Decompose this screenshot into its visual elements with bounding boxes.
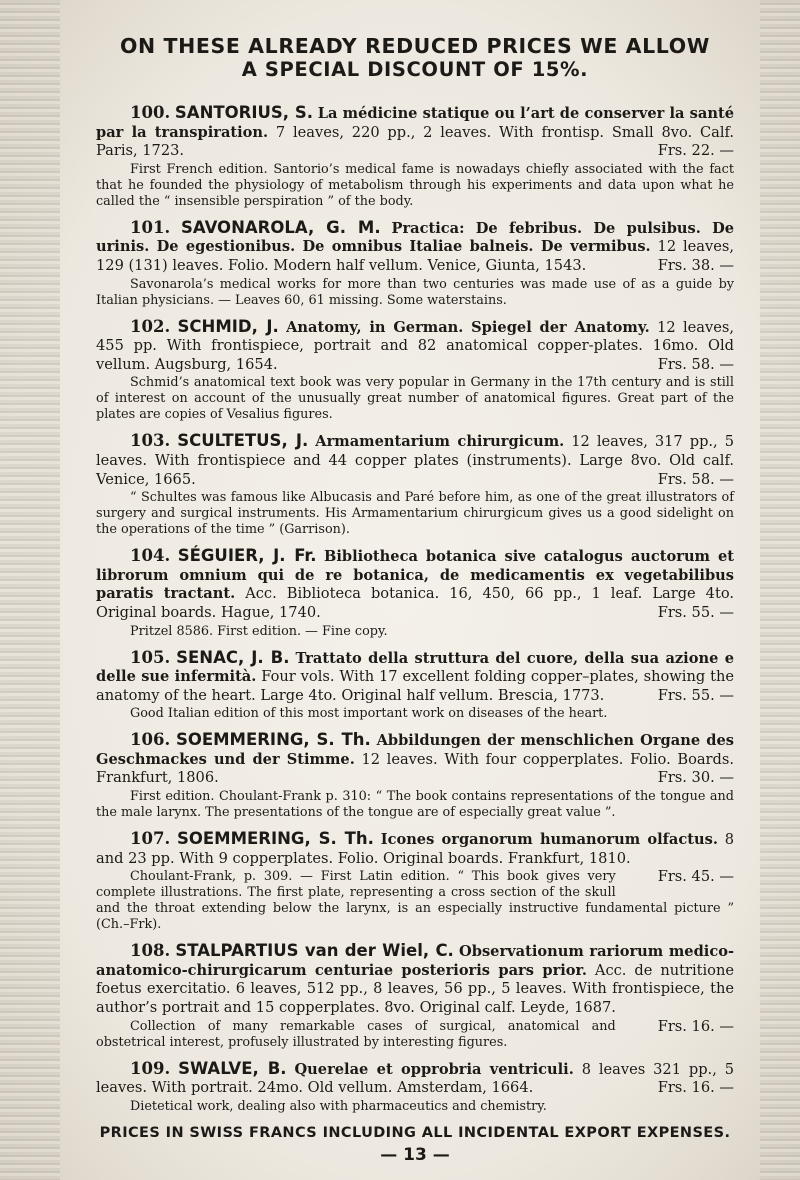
entry-main [96, 219, 734, 276]
entry-price: Frs. 58. — [657, 355, 734, 373]
catalogue-entry [96, 731, 734, 821]
entry-description: 8 leaves 321 pp., 5 leaves. With portrait. 24mo. Old vellum. Amsterdam, 1664. [96, 1060, 734, 1097]
entry-number: 105. [130, 647, 171, 667]
entry-number: 106. [130, 730, 171, 750]
entry-note: “ Schultes was famous like Albucasis and Paré before him, as one of the great illustrators of surgery and surgical instruments. His Armamentarium chirurgicum gives us a good sidelight on the operations of the time ” (Garrison). [96, 490, 734, 538]
page-number: — 13 — [380, 1144, 450, 1165]
catalogue-entry [96, 1060, 734, 1115]
entry-note: Pritzel 8586. First edition. — Fine copy. [130, 623, 388, 639]
entry-title: Observationum rariorum medico-anatomico-chirurgicarum centuriae posterioris pars prior. [96, 943, 735, 979]
entry-price: Frs. 55. — [657, 686, 734, 704]
entry-description: 12 leaves. With four copperplates. Folio. Boards. Frankfurt, 1806. [96, 750, 735, 787]
entry-note: Savonarola’s medical works for more than two centuries was made use of as a guide by Italian physicians. — Leaves 60, 61 missing. Some waterstains. [96, 276, 734, 308]
entry-main [96, 104, 734, 161]
entry-price: Frs. 22. — [657, 142, 734, 160]
page-edge-left [0, 0, 60, 1180]
entry-description: 7 leaves, 220 pp., 2 leaves. With frontisp. Small 8vo. Calf. Paris, 1723. [96, 123, 735, 160]
entry-number: 104. [130, 546, 171, 566]
entry-price: Frs. 55. — [657, 603, 734, 621]
entry-number: 100. [130, 103, 171, 122]
entry-main [96, 1060, 734, 1098]
entry-title: Bibliotheca botanica sive catalogus auctorum et librorum omnium qui de re botanica, de medicamentis ex vegetabilibus paratis tractant. [96, 548, 735, 603]
catalogue-entry [96, 649, 734, 723]
entry-main [96, 432, 734, 489]
entry-title: Anatomy, in German. Spiegel der Anatomy. [286, 318, 650, 336]
entry-note: First edition. Choulant-Frank p. 310: “ The book contains representations of the tongue and the male larynx. The presentations of the tongue are of especially great value ”. [96, 789, 734, 821]
header-line-2: A SPECIAL DISCOUNT OF 15%. [241, 58, 589, 81]
entry-description: Four vols. With 17 excellent folding copper–plates, showing the anatomy of the heart. Large 4to. Original half vellum. Brescia, 1773. [96, 668, 735, 704]
entry-title: La médicine statique ou l’art de conserver la santé par la transpiration. [96, 105, 734, 141]
entry-author: SANTORIUS, S. [174, 103, 314, 122]
entry-price: Frs. 38. — [657, 256, 734, 274]
page-edge-right [760, 0, 800, 1180]
entry-number: 107. [130, 829, 171, 849]
entry-title: Icones organorum humanorum olfactus. [380, 831, 718, 849]
entry-author: SOEMMERING, S. Th. [175, 730, 371, 750]
entry-number: 108. [130, 941, 171, 961]
entry-title: Trattato della struttura del cuore, della sua azione e delle sue infermità. [96, 649, 734, 686]
entry-title: Querelae et opprobria ventriculi. [294, 1060, 574, 1078]
entry-price: Frs. 30. — [657, 769, 734, 787]
entry-author: SENAC, J. B. [176, 647, 290, 667]
entry-note: Dietetical work, dealing also with pharmaceutics and chemistry. [130, 1098, 547, 1114]
entry-description: 8 and 23 pp. With 9 copperplates. Folio. Original boards. Frankfurt, 1810. [96, 831, 735, 867]
entry-note: Collection of many remarkable cases of surgical, anatomical and obstetrical interest, profusely illustrated by interesting figures. [96, 1018, 616, 1050]
entry-main [96, 649, 734, 706]
discount-header [96, 34, 734, 82]
entry-description: 12 leaves, 455 pp. With frontispiece, portrait and 82 anatomical copper-plates. 16mo. Old vellum. Augsburg, 1654. [96, 318, 735, 373]
entry-title: Abbildungen der menschlichen Organe des Geschmackes und der Stimme. [96, 732, 735, 768]
entry-note: First French edition. Santorio’s medical fame is nowadays chiefly associated with the fact that he founded the physiology of metabolism through his experiments and data upon what he called the “ insensible perspiration ” of the body. [96, 161, 734, 209]
entry-note: Schmid’s anatomical text book was very popular in Germany in the 17th century and is still of interest on account of the unusually great number of anatomical figures. Great part of the plates are copies of Vesalius figures. [96, 375, 734, 423]
entry-title: Armamentarium chirurgicum. [315, 433, 565, 451]
entry-description: 12 leaves, 317 pp., 5 leaves. With frontispiece and 44 copper plates (instruments). Large 8vo. Old calf. Venice, 1665. [96, 433, 734, 488]
entry-note: Good Italian edition of this most important work on diseases of the heart. [130, 706, 608, 722]
entry-author: SOEMMERING, S. Th. [176, 829, 374, 849]
entry-number: 109. [130, 1058, 171, 1078]
entry-price: Frs. 16. — [657, 1017, 734, 1035]
catalogue-entry [96, 318, 734, 424]
entry-author: SCULTETUS, J. [177, 431, 309, 451]
catalogue-entry [96, 547, 734, 639]
entry-description: Acc. de nutritione foetus exercitatio. 6 leaves, 512 pp., 8 leaves, 56 pp., 5 leaves. With frontispiece, the author’s portrait and 15 copperplates. 8vo. Original calf. Leyde, 1687. [96, 961, 734, 1017]
entry-author: SCHMID, J. [177, 316, 279, 336]
catalogue-entry [96, 942, 734, 1050]
entry-description: 12 leaves, 129 (131) leaves. Folio. Modern half vellum. Venice, Giunta, 1543. [96, 238, 734, 274]
entry-number: 101. [130, 217, 171, 237]
catalogue-entries [96, 104, 734, 1115]
entry-main [96, 731, 734, 788]
entry-price: Frs. 58. — [657, 470, 734, 488]
entry-main [96, 547, 734, 622]
entry-description: Acc. Biblioteca botanica. 16, 450, 66 pp., 1 leaf. Large 4to. Original boards. Hague, 1740. [96, 585, 734, 621]
entry-price: Frs. 16. — [657, 1079, 734, 1097]
catalogue-entry [96, 219, 734, 309]
header-line-1: ON THESE ALREADY REDUCED PRICES WE ALLOW [120, 34, 710, 58]
catalogue-entry [96, 432, 734, 538]
entry-main [96, 318, 734, 375]
catalogue-entry [96, 830, 734, 933]
entry-author: SAVONAROLA, G. M. [181, 217, 381, 237]
entry-author: STALPARTIUS van der Wiel, C. [175, 941, 454, 961]
entry-main [96, 829, 735, 886]
catalogue-entry [96, 104, 734, 210]
entry-title: Practica: De febribus. De pulsibus. De urinis. De egestionibus. De omnibus Italiae balneis. De vermibus. [96, 219, 735, 256]
entry-note: Choulant-Frank, p. 309. — First Latin edition. “ This book gives very complete illustrations. The first plate, representing a cross section of the skull and the throat extending below the larynx, is an especially instructive fundamental picture ” (Ch.–Frk). [96, 869, 734, 933]
entry-price: Frs. 45. — [657, 868, 734, 886]
entry-number: 103. [130, 431, 171, 451]
entry-number: 102. [130, 316, 171, 336]
entry-author: SÉGUIER, J. Fr. [177, 546, 317, 566]
prices-footer: PRICES IN SWISS FRANCS INCLUDING ALL INCIDENTAL EXPORT EXPENSES. [99, 1124, 731, 1141]
entry-author: SWALVE, B. [178, 1058, 287, 1078]
